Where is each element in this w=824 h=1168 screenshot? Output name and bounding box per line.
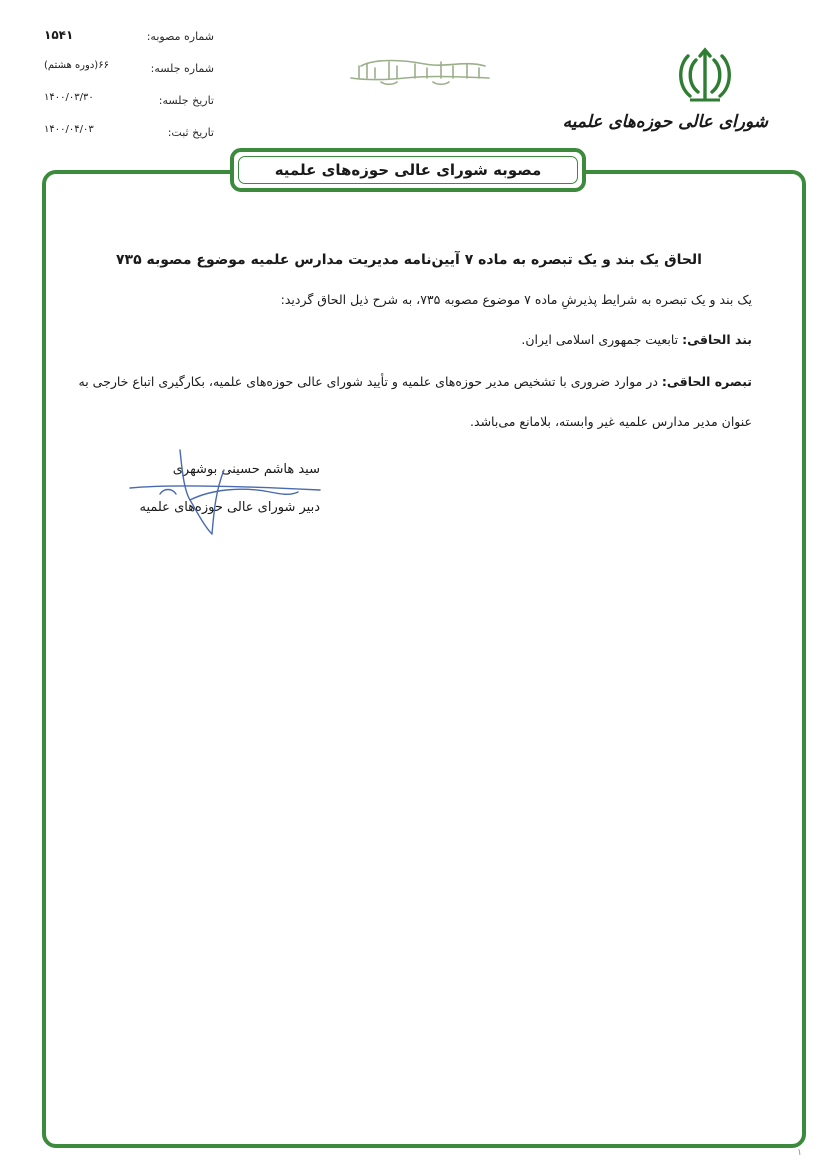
intro-paragraph: یک بند و یک تبصره به شرایط پذیرشِ ماده ۷ موضوع مصوبه ۷۳۵، به شرح ذیل الحاق گردید:: [280, 292, 752, 307]
session-date-label: تاریخ جلسه:: [158, 94, 214, 107]
resolution-heading: الحاق یک بند و یک تبصره به ماده ۷ آیین‌نامه مدیریت مدارس علمیه موضوع مصوبه ۷۳۵: [116, 252, 702, 268]
clause-text: تابعیت جمهوری اسلامی ایران.: [521, 332, 683, 347]
bismillah-calligraphy-icon: [345, 56, 495, 86]
signatory-name: سید هاشم حسینی بوشهری: [172, 462, 320, 477]
document-title: مصوبه شورای عالی حوزه‌های علمیه: [238, 156, 578, 184]
emblem-icon: [676, 46, 734, 106]
clause-paragraph: [66, 330, 752, 350]
session-number-label: شماره جلسه:: [150, 62, 214, 75]
registration-date-row: [44, 122, 214, 154]
approval-number-label: شماره مصوبه:: [146, 30, 214, 43]
registration-date-value: ۱۴۰۰/۰۴/۰۳: [44, 124, 94, 135]
organization-name: شورای عالی حوزه‌های علمیه: [562, 112, 768, 132]
document-metadata: [44, 26, 214, 154]
registration-date-label: تاریخ ثبت:: [167, 126, 214, 139]
approval-number-value: ۱۵۴۱: [44, 28, 74, 42]
page-number: ۱: [797, 1148, 802, 1158]
session-date-value: ۱۴۰۰/۰۳/۳۰: [44, 92, 94, 103]
note-text: در موارد ضروری با تشخیص مدیر حوزه‌های علمیه و تأیید شورای عالی حوزه‌های علمیه، بکارگیری اتباع خارجی به عنوان مدیر مدارس علمیه غیر وابسته، بلامانع می‌باشد.: [78, 374, 752, 429]
approval-number-row: [44, 26, 214, 58]
session-date-row: [44, 90, 214, 122]
session-number-row: [44, 58, 214, 90]
signatory-role: دبیر شورای عالی حوزه‌های علمیه: [139, 500, 320, 515]
session-number-value: ۶۶(دوره هشتم): [44, 60, 109, 71]
note-label: تبصره الحاقی:: [661, 374, 752, 389]
document-title-box: [230, 148, 586, 192]
handwritten-signature-icon: [120, 430, 330, 540]
clause-label: بند الحاقی:: [682, 332, 752, 347]
